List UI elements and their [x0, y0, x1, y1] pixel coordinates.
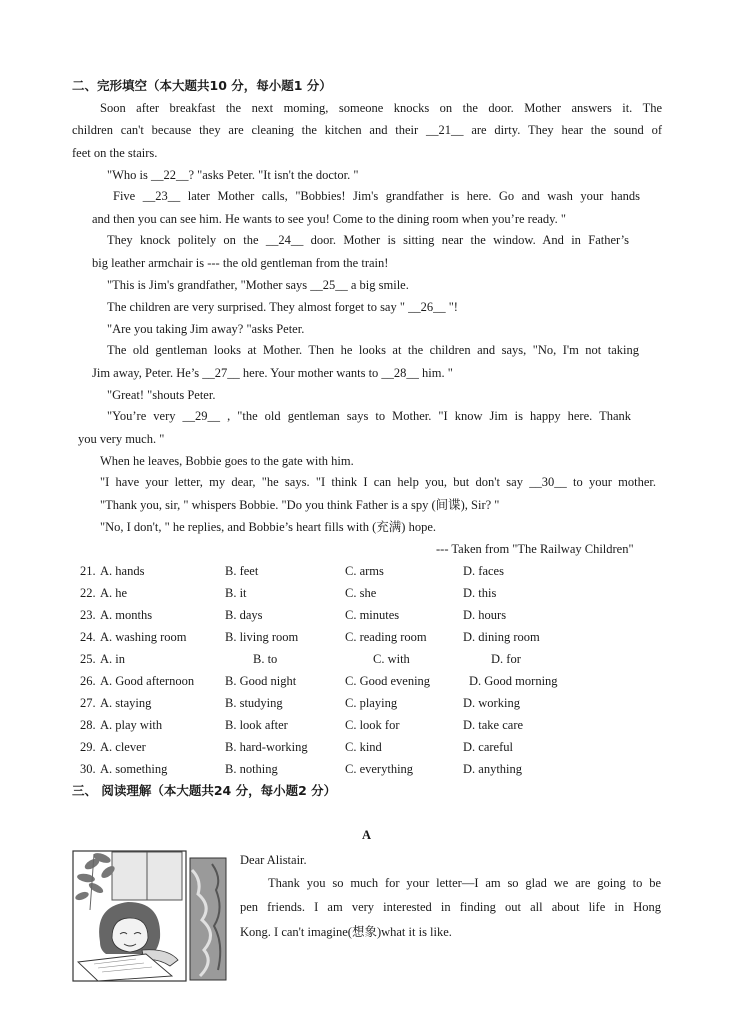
option-a: A. in	[100, 652, 125, 666]
passage-line-14: "Great! "shouts Peter.	[107, 388, 216, 402]
question-number: 29.	[80, 740, 96, 754]
passage-line-6: and then you can see him. He wants to see you! Come to the dining room when you’re ready. "	[92, 212, 566, 226]
option-d: D. Good morning	[469, 674, 558, 688]
option-d: D. working	[463, 696, 520, 710]
passage-line-13: Jim away, Peter. He’s __27__ here. Your mother wants to __28__ him. "	[92, 366, 453, 380]
question-number: 26.	[80, 674, 96, 688]
passage-line-20: "No, I don't, " he replies, and Bobbie’s heart fills with (充满) hope.	[100, 520, 437, 534]
question-number: 25.	[80, 652, 96, 666]
question-number: 21.	[80, 564, 96, 578]
passage-line-19: "Thank you, sir, " whispers Bobbie. "Do you think Father is a spy (间谍), Sir? "	[100, 498, 500, 512]
passage-line-2: children can't because they are cleaning the kitchen and their __21__ are dirty. They hear the sound of	[72, 123, 662, 137]
passage-source: --- Taken from "The Railway Children"	[436, 542, 634, 556]
option-a: A. Good afternoon	[100, 674, 195, 688]
option-c: C. she	[345, 586, 377, 600]
option-b: B. it	[225, 586, 247, 600]
letter-line-1: Thank you so much for your letter—I am so glad we are going to be	[268, 876, 661, 890]
passage-line-16: you very much. "	[78, 432, 165, 446]
option-a: A. clever	[100, 740, 146, 754]
option-d: D. hours	[463, 608, 507, 622]
letter-line-2: pen friends. I am very interested in finding out all about life in Hong	[240, 900, 661, 914]
passage-line-11: "Are you taking Jim away? "asks Peter.	[107, 322, 305, 336]
option-c: C. look for	[345, 718, 400, 732]
girl-writing-letter-illustration	[72, 850, 227, 982]
passage-line-3: feet on the stairs.	[72, 146, 158, 160]
option-b: B. to	[253, 652, 278, 666]
option-d: D. dining room	[463, 630, 540, 644]
option-b: B. living room	[225, 630, 299, 644]
option-c: C. with	[373, 652, 410, 666]
option-c: C. minutes	[345, 608, 400, 622]
passage-line-1: Soon after breakfast the next moming, someone knocks on the door. Mother answers it. The	[100, 101, 662, 115]
option-a: A. play with	[100, 718, 163, 732]
question-number: 27.	[80, 696, 96, 710]
option-c: C. Good evening	[345, 674, 431, 688]
passage-line-10: The children are very surprised. They almost forget to say " __26__ "!	[107, 300, 458, 314]
passage-line-17: When he leaves, Bobbie goes to the gate with him.	[100, 454, 354, 468]
option-a: A. hands	[100, 564, 145, 578]
option-c: C. everything	[345, 762, 414, 776]
option-c: C. kind	[345, 740, 382, 754]
question-number: 22.	[80, 586, 96, 600]
letter-line-3: Kong. I can't imagine(想象)what it is like.	[240, 925, 452, 939]
option-a: A. something	[100, 762, 168, 776]
option-d: D. for	[491, 652, 521, 666]
passage-line-12: The old gentleman looks at Mother. Then he looks at the children and says, "No, I'm not taking	[107, 343, 639, 357]
passage-line-7: They knock politely on the __24__ door. Mother is sitting near the window. And in Father’s	[107, 233, 629, 247]
option-b: B. days	[225, 608, 263, 622]
option-b: B. feet	[225, 564, 259, 578]
passage-line-8: big leather armchair is --- the old gentleman from the train!	[92, 256, 389, 270]
option-c: C. playing	[345, 696, 398, 710]
passage-line-4: "Who is __22__? "asks Peter. "It isn't the doctor. "	[107, 168, 359, 182]
option-d: D. anything	[463, 762, 523, 776]
option-d: D. faces	[463, 564, 504, 578]
option-b: B. Good night	[225, 674, 297, 688]
option-c: C. arms	[345, 564, 384, 578]
option-d: D. careful	[463, 740, 513, 754]
letter-greeting: Dear Alistair.	[240, 853, 307, 867]
option-b: B. nothing	[225, 762, 278, 776]
option-a: A. staying	[100, 696, 152, 710]
question-number: 28.	[80, 718, 96, 732]
question-number: 24.	[80, 630, 96, 644]
question-number: 30.	[80, 762, 96, 776]
option-a: A. washing room	[100, 630, 187, 644]
section-2-heading: 二、完形填空（本大题共10 分，每小题1 分）	[72, 78, 332, 93]
passage-line-5: Five __23__ later Mother calls, "Bobbies! Jim's grandfather is here. Go and wash your hands	[113, 189, 640, 203]
passage-line-18: "I have your letter, my dear, "he says. "I think I can help you, but don't say __30__ to your mother.	[100, 475, 656, 489]
option-a: A. months	[100, 608, 153, 622]
option-b: B. studying	[225, 696, 283, 710]
passage-line-15: "You’re very __29__ , "the old gentleman says to Mother. "I know Jim is happy here. Thank	[107, 409, 631, 423]
option-d: D. this	[463, 586, 497, 600]
option-a: A. he	[100, 586, 128, 600]
part-a-label: A	[361, 828, 372, 842]
option-b: B. hard-working	[225, 740, 308, 754]
passage-line-9: "This is Jim's grandfather, "Mother says __25__ a big smile.	[107, 278, 409, 292]
option-d: D. take care	[463, 718, 524, 732]
option-b: B. look after	[225, 718, 288, 732]
question-number: 23.	[80, 608, 96, 622]
option-c: C. reading room	[345, 630, 427, 644]
section-3-heading: 三、 阅读理解（本大题共24 分，每小题2 分）	[72, 783, 337, 798]
